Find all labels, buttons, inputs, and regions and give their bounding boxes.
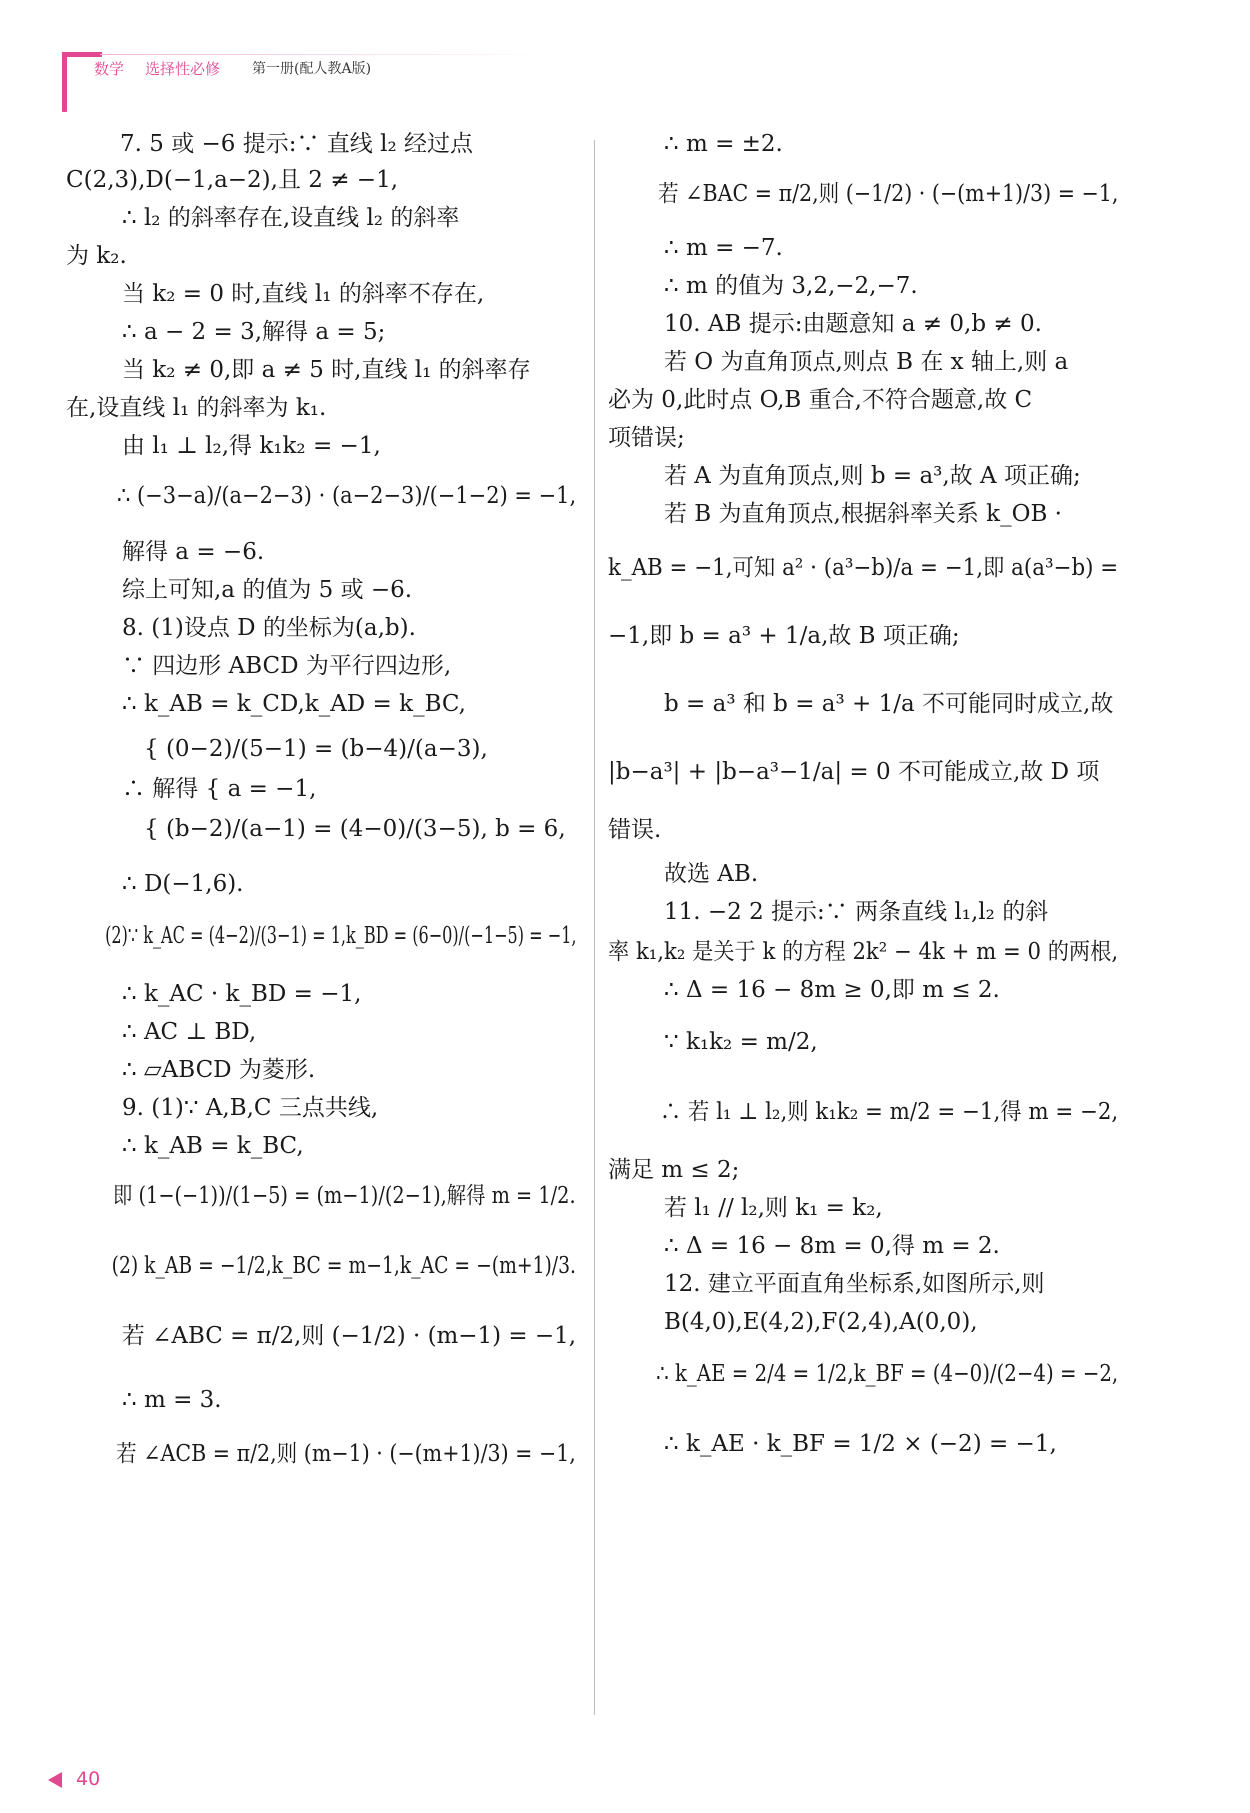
- text-line: ∴ k_AB = k_CD,k_AD = k_BC,: [122, 691, 466, 717]
- header-volume: 第一册(配人教A版): [252, 61, 372, 77]
- text-line: { (b−2)/(a−1) = (4−0)/(3−5), b = 6,: [144, 816, 566, 842]
- text-line: ∴ (−3−a)/(a−2−3) · (a−2−3)/(−1−2) = −1,: [117, 483, 577, 509]
- text-line: ∴ 若 l₁ ⊥ l₂,则 k₁k₂ = m/2 = −1,得 m = −2,: [659, 1099, 1119, 1125]
- text-line: 若 ∠ABC = π/2,则 (−1/2) · (m−1) = −1,: [121, 1323, 577, 1349]
- text-line: 错误.: [608, 817, 662, 843]
- header-accent-top: [62, 52, 102, 57]
- text-line: ∴ m = 3.: [122, 1387, 222, 1413]
- text-line: ∴ k_AB = k_BC,: [122, 1133, 304, 1159]
- text-line: 若 ∠BAC = π/2,则 (−1/2) · (−(m+1)/3) = −1,: [658, 181, 1119, 207]
- text-line: ∴ Δ = 16 − 8m ≥ 0,即 m ≤ 2.: [664, 977, 1000, 1003]
- text-line: ∴ k_AC · k_BD = −1,: [122, 981, 362, 1007]
- text-line: ∴ k_AE = 2/4 = 1/2,k_BF = (4−0)/(2−4) = −2,: [656, 1361, 1119, 1387]
- text-line: ∴ l₂ 的斜率存在,设直线 l₂ 的斜率: [122, 205, 460, 231]
- text-line: { (0−2)/(5−1) = (b−4)/(a−3),: [144, 736, 488, 762]
- text-line: 必为 0,此时点 O,B 重合,不符合题意,故 C: [608, 387, 1033, 413]
- text-line: 11. −2 2 提示:∵ 两条直线 l₁,l₂ 的斜: [664, 899, 1049, 925]
- page-marker-icon: [48, 1772, 62, 1788]
- text-line: ∵ k₁k₂ = m/2,: [664, 1029, 818, 1055]
- text-line: ∴ m = ±2.: [664, 131, 783, 157]
- text-line: 在,设直线 l₁ 的斜率为 k₁.: [66, 395, 327, 421]
- page-number: 40: [76, 1768, 101, 1790]
- text-line: C(2,3),D(−1,a−2),且 2 ≠ −1,: [66, 167, 399, 193]
- text-line: 7. 5 或 −6 提示:∵ 直线 l₂ 经过点: [120, 131, 473, 157]
- text-line: B(4,0),E(4,2),F(2,4),A(0,0),: [664, 1309, 978, 1335]
- text-line: 率 k₁,k₂ 是关于 k 的方程 2k² − 4k + m = 0 的两根,: [608, 939, 1119, 965]
- header-rule: [100, 54, 550, 55]
- text-line: |b−a³| + |b−a³−1/a| = 0 不可能成立,故 D 项: [608, 759, 1100, 785]
- text-line: 9. (1)∵ A,B,C 三点共线,: [122, 1095, 379, 1121]
- text-line: ∵ 四边形 ABCD 为平行四边形,: [122, 653, 452, 679]
- header-accent-bar: [62, 52, 67, 112]
- text-line: k_AB = −1,可知 a² · (a³−b)/a = −1,即 a(a³−b) =: [608, 555, 1119, 581]
- text-line: 若 l₁ // l₂,则 k₁ = k₂,: [664, 1195, 883, 1221]
- text-line: (2) k_AB = −1/2,k_BC = m−1,k_AC = −(m+1)/3.: [111, 1253, 577, 1279]
- text-line: ∴ AC ⊥ BD,: [122, 1019, 257, 1045]
- text-line: 若 A 为直角顶点,则 b = a³,故 A 项正确;: [664, 463, 1081, 489]
- text-line: ∴ 解得 { a = −1,: [122, 776, 317, 802]
- text-line: 即 (1−(−1))/(1−5) = (m−1)/(2−1),解得 m = 1/2.: [113, 1183, 576, 1209]
- text-line: 8. (1)设点 D 的坐标为(a,b).: [122, 615, 416, 641]
- text-line: ∴ m 的值为 3,2,−2,−7.: [664, 273, 918, 299]
- text-line: 由 l₁ ⊥ l₂,得 k₁k₂ = −1,: [122, 433, 381, 459]
- text-line: 综上可知,a 的值为 5 或 −6.: [122, 577, 413, 603]
- text-line: ∴ k_AE · k_BF = 1/2 × (−2) = −1,: [664, 1431, 1057, 1457]
- text-line: (2)∵ k_AC = (4−2)/(3−1) = 1,k_BD = (6−0)/(−1−5) = −1,: [105, 923, 577, 949]
- text-line: 12. 建立平面直角坐标系,如图所示,则: [664, 1271, 1045, 1297]
- text-line: ∴ D(−1,6).: [122, 871, 244, 897]
- text-line: b = a³ 和 b = a³ + 1/a 不可能同时成立,故: [664, 691, 1114, 717]
- text-line: 满足 m ≤ 2;: [608, 1157, 740, 1183]
- text-line: ∴ Δ = 16 − 8m = 0,得 m = 2.: [664, 1233, 1000, 1259]
- text-line: 当 k₂ ≠ 0,即 a ≠ 5 时,直线 l₁ 的斜率存: [122, 357, 531, 383]
- text-line: 解得 a = −6.: [122, 539, 265, 565]
- text-line: 为 k₂.: [66, 243, 127, 269]
- text-line: 若 B 为直角顶点,根据斜率关系 k_OB ·: [664, 501, 1062, 527]
- text-line: −1,即 b = a³ + 1/a,故 B 项正确;: [608, 623, 960, 649]
- text-line: 项错误;: [608, 425, 685, 451]
- text-line: ∴ ▱ABCD 为菱形.: [122, 1057, 316, 1083]
- text-line: ∴ m = −7.: [664, 235, 783, 261]
- text-line: ∴ a − 2 = 3,解得 a = 5;: [122, 319, 386, 345]
- text-line: 故选 AB.: [664, 861, 759, 887]
- text-line: 10. AB 提示:由题意知 a ≠ 0,b ≠ 0.: [664, 311, 1042, 337]
- text-line: 当 k₂ = 0 时,直线 l₁ 的斜率不存在,: [122, 281, 485, 307]
- header-course: 选择性必修: [145, 60, 221, 78]
- column-divider: [594, 140, 595, 1715]
- header-subject: 数学: [94, 60, 125, 78]
- text-line: 若 O 为直角顶点,则点 B 在 x 轴上,则 a: [664, 349, 1069, 375]
- text-line: 若 ∠ACB = π/2,则 (m−1) · (−(m+1)/3) = −1,: [116, 1441, 576, 1467]
